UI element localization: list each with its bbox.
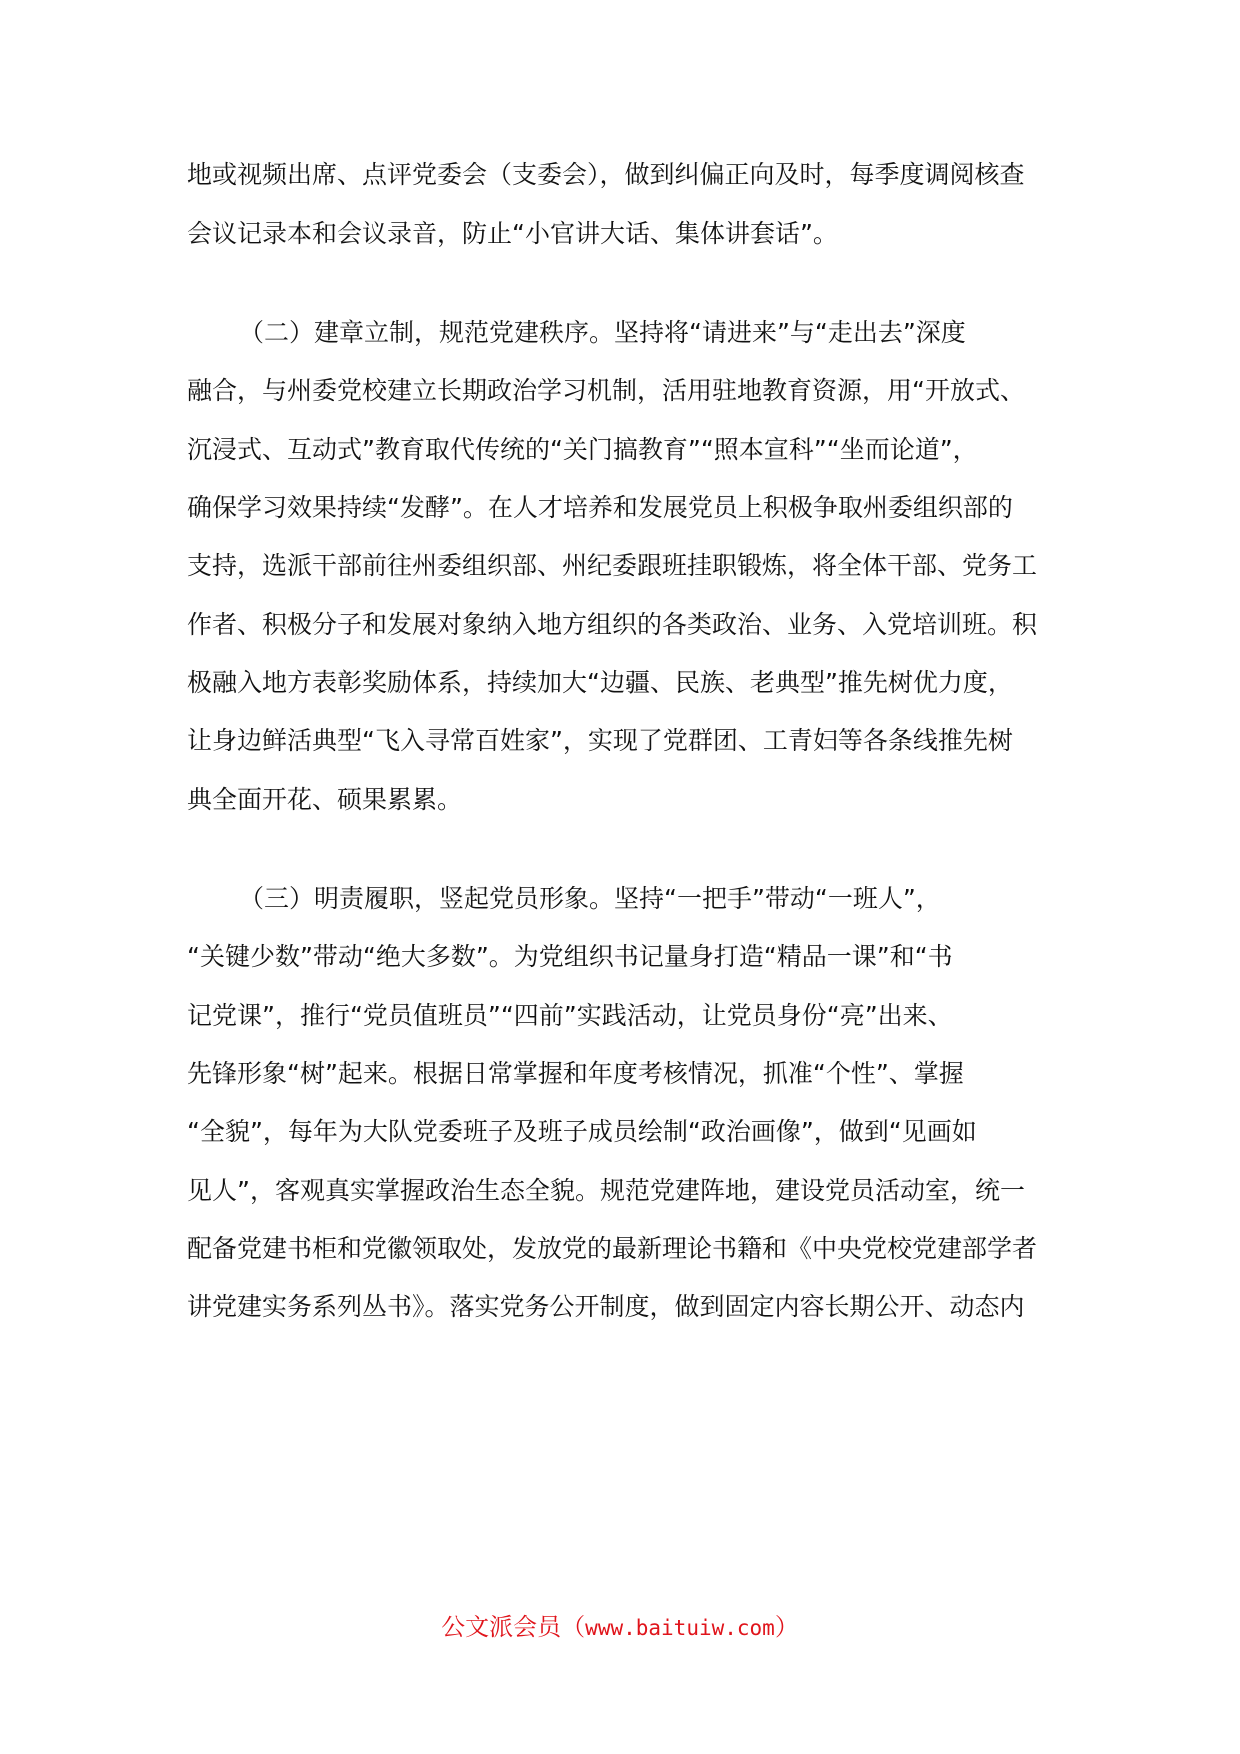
- paragraph-line: 地或视频出席、点评党委会（支委会），做到纠偏正向及时，每季度调阅核查: [187, 160, 1025, 189]
- paragraph-line: “关键少数”带动“绝大多数”。为党组织书记量身打造“精品一课”和“书: [187, 942, 953, 971]
- paragraph-line: 配备党建书柜和党徽领取处，发放党的最新理论书籍和《中央党校党建部学者: [187, 1234, 1038, 1263]
- footer-url[interactable]: www.baituiw.com: [585, 1616, 775, 1640]
- paragraph-line: 支持，选派干部前往州委组织部、州纪委跟班挂职锻炼，将全体干部、党务工: [187, 551, 1038, 580]
- footer-link[interactable]: [0, 1607, 1240, 1648]
- paragraph-line: 会议记录本和会议录音，防止“小官讲大话、集体讲套话”。: [187, 219, 838, 248]
- paragraph-line: “全貌”，每年为大队党委班子及班子成员绘制“政治画像”，做到“见画如: [187, 1117, 977, 1146]
- paragraph-line: 确保学习效果持续“发酵”。在人才培养和发展党员上积极争取州委组织部的: [187, 493, 1013, 522]
- paragraph-line: 沉浸式、互动式”教育取代传统的“关门搞教育”“照本宣科”“坐而论道”，: [187, 435, 978, 464]
- paragraph-line: 融合，与州委党校建立长期政治学习机制，活用驻地教育资源，用“开放式、: [187, 376, 1025, 405]
- paragraph-line: 典全面开花、硕果累累。: [187, 785, 463, 814]
- footer-label: 公文派会员（: [441, 1613, 586, 1641]
- section-heading-line: （二）建章立制，规范党建秩序。坚持将“请进来”与“走出去”深度: [239, 318, 966, 347]
- paragraph-line: 讲党建实务系列丛书》。落实党务公开制度，做到固定内容长期公开、动态内: [187, 1292, 1025, 1321]
- paragraph-line: 见人”，客观真实掌握政治生态全貌。规范党建阵地，建设党员活动室，统一: [187, 1176, 1025, 1205]
- paragraph-line: 作者、积极分子和发展对象纳入地方组织的各类政治、业务、入党培训班。积: [187, 610, 1038, 639]
- paragraph-line: 先锋形象“树”起来。根据日常掌握和年度考核情况，抓准“个性”、掌握: [187, 1059, 964, 1088]
- footer-close-paren: ）: [774, 1613, 799, 1641]
- paragraph-line: 记党课”，推行“党员值班员”“四前”实践活动，让党员身份“亮”出来、: [187, 1001, 953, 1030]
- section-heading-line: （三）明责履职，竖起党员形象。坚持“一把手”带动“一班人”，: [239, 884, 941, 913]
- paragraph-line: 让身边鲜活典型“飞入寻常百姓家”，实现了党群团、工青妇等各条线推先树: [187, 726, 1013, 755]
- paragraph-line: 极融入地方表彰奖励体系，持续加大“边疆、民族、老典型”推先树优力度，: [187, 668, 1013, 697]
